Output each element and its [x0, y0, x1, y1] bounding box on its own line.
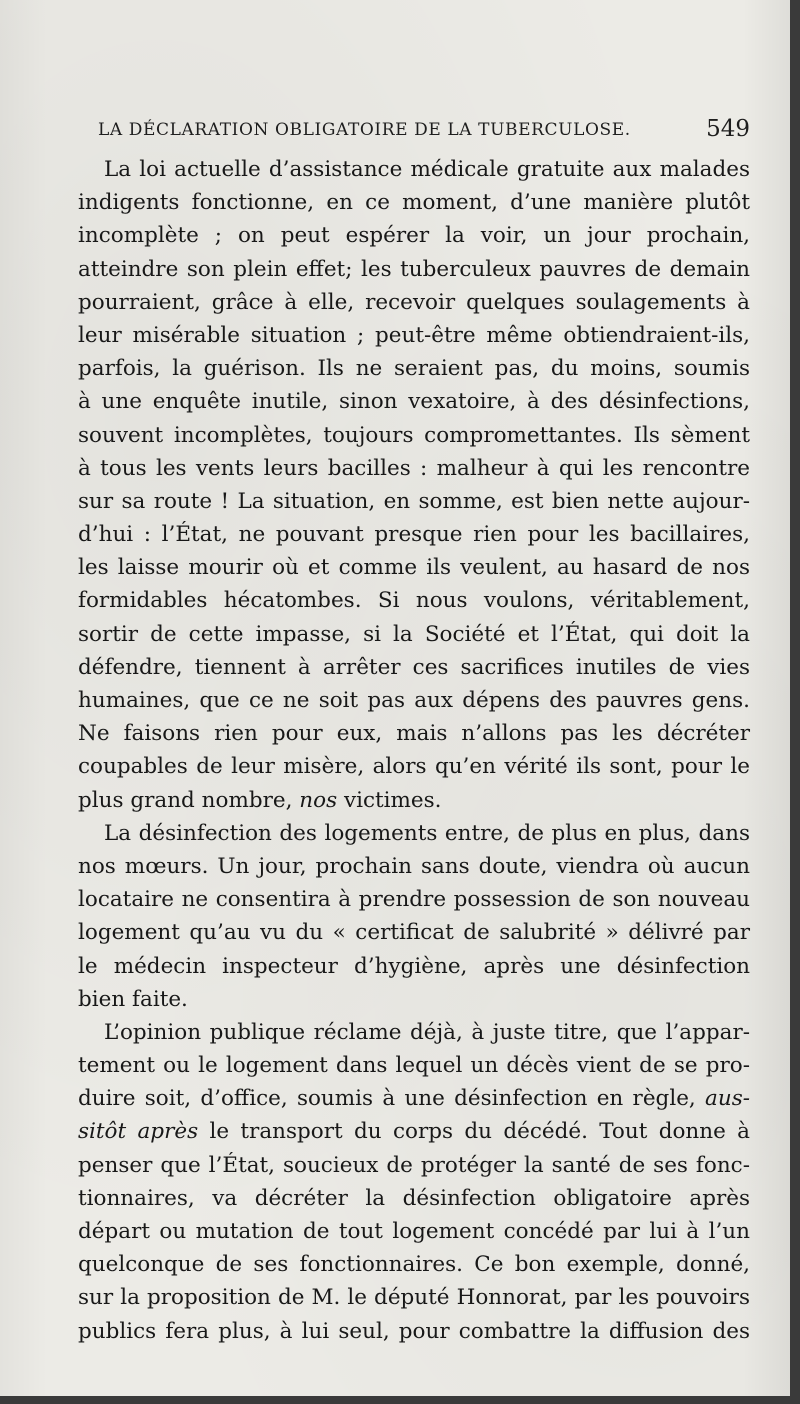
text-line: d’hui : l’État, ne pouvant presque rien pour les bacillaires, — [78, 522, 750, 548]
text-line: publics fera plus, à lui seul, pour combattre la diffusion des — [78, 1318, 750, 1344]
text-span: victimes. — [337, 787, 442, 813]
text-line — [78, 784, 750, 817]
text-line — [78, 1082, 750, 1115]
text-span: duire soit, d’office, soumis à une désinfection en règle, — [78, 1086, 706, 1112]
text-line — [78, 1115, 750, 1148]
text-line: sur la proposition de M. le député Honnorat, par les pouvoirs — [78, 1285, 750, 1311]
text-line: logement qu’au vu du « certificat de salubrité » délivré par — [78, 920, 750, 946]
text-line: bien faite. — [78, 986, 188, 1012]
paragraph-2 — [78, 817, 750, 1016]
page-header — [98, 118, 750, 148]
text-line: indigents fonctionne, en ce moment, d’une manière plutôt — [78, 190, 750, 216]
text-line: La désinfection des logements entre, de plus en plus, dans — [104, 820, 750, 846]
text-line: penser que l’État, soucieux de protéger la santé de ses fonc- — [78, 1152, 750, 1178]
text-line: humaines, que ce ne soit pas aux dépens des pauvres gens. — [78, 688, 750, 713]
paragraph-1 — [78, 153, 750, 817]
text-line: les laisse mourir où et comme ils veulent, au hasard de nos — [78, 555, 750, 581]
text-line: le médecin inspecteur d’hygiène, après une désinfection — [78, 953, 750, 979]
text-span: plus grand nombre, — [78, 787, 300, 813]
text-line: L’opinion publique réclame déjà, à juste titre, que l’appar- — [104, 1019, 750, 1045]
text-line: Ne faisons rien pour eux, mais n’allons pas les décréter — [78, 721, 750, 747]
running-title: LA DÉCLARATION OBLIGATOIRE DE LA TUBERCULOSE. — [98, 120, 631, 140]
page-number: 549 — [706, 116, 750, 142]
text-line: sur sa route ! La situation, en somme, est bien nette aujour- — [78, 488, 750, 514]
emphasis: sitôt après — [78, 1119, 199, 1145]
text-line: formidables hécatombes. Si nous voulons, véritablement, — [78, 588, 750, 614]
text-line: quelconque de ses fonctionnaires. Ce bon exemple, donné, — [78, 1252, 750, 1278]
text-line: leur misérable situation ; peut-être même obtiendraient-ils, — [78, 322, 750, 348]
text-line: souvent incomplètes, toujours compromettantes. Ils sèment — [78, 422, 750, 448]
text-line: La loi actuelle d’assistance médicale gratuite aux malades — [104, 157, 750, 182]
text-line: nos mœurs. Un jour, prochain sans doute, viendra où aucun — [78, 853, 750, 879]
text-line: incomplète ; on peut espérer la voir, un jour prochain, — [78, 223, 750, 249]
text-line: coupables de leur misère, alors qu’en vérité ils sont, pour le — [78, 754, 750, 780]
text-line: tement ou le logement dans lequel un décès vient de se pro- — [78, 1053, 750, 1079]
body-text — [78, 153, 750, 1348]
text-line: défendre, tiennent à arrêter ces sacrifices inutiles de vies — [78, 654, 750, 680]
emphasis: nos — [299, 787, 338, 813]
emphasis: aus- — [705, 1086, 750, 1112]
text-line: pourraient, grâce à elle, recevoir quelques soulagements à — [78, 289, 750, 315]
text-line: départ ou mutation de tout logement concédé par lui à l’un — [78, 1219, 750, 1244]
text-line: à tous les vents leurs bacilles : malheur à qui les rencontre — [78, 455, 750, 481]
paragraph-3 — [78, 1016, 750, 1348]
text-line: sortir de cette impasse, si la Société et l’État, qui doit la — [78, 621, 750, 647]
text-line: tionnaires, va décréter la désinfection obligatoire après — [78, 1185, 750, 1211]
text-span: le transport du corps du décédé. Tout donne à — [198, 1119, 750, 1145]
text-line: à une enquête inutile, sinon vexatoire, à des désinfections, — [78, 389, 750, 415]
text-line: locataire ne consentira à prendre possession de son nouveau — [78, 887, 750, 913]
text-line: atteindre son plein effet; les tuberculeux pauvres de demain — [78, 256, 750, 282]
text-line: parfois, la guérison. Ils ne seraient pas, du moins, soumis — [78, 356, 750, 382]
